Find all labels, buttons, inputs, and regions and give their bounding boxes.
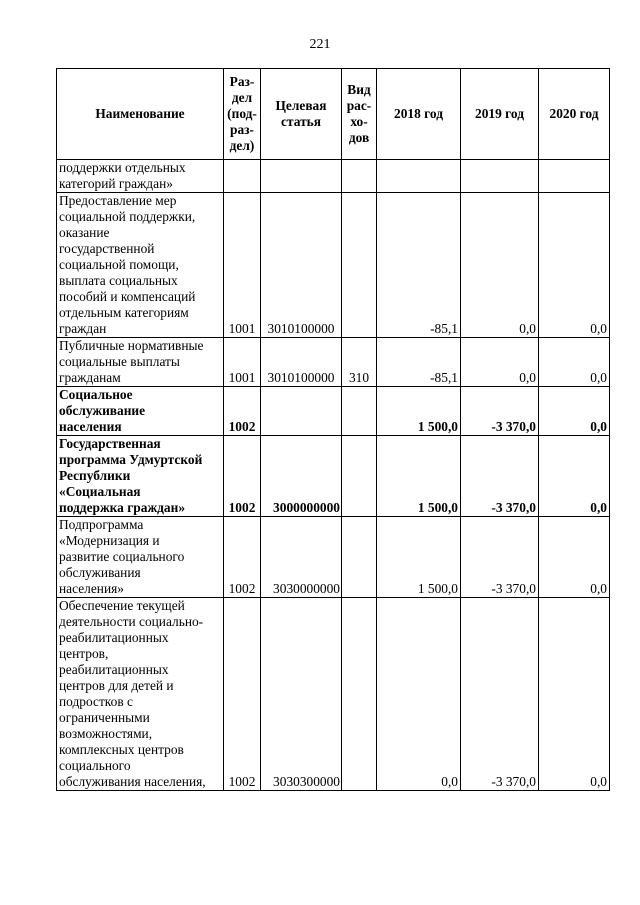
row-section: 1002: [224, 517, 261, 598]
row-section: 1002: [224, 387, 261, 436]
row-2020: 0,0: [539, 338, 610, 387]
row-section: 1001: [224, 193, 261, 338]
row-2018: 1 500,0: [377, 387, 461, 436]
row-name: Социальное обслуживание населения: [57, 387, 224, 436]
row-2019: [461, 160, 539, 193]
row-name: Подпрограмма «Модернизация и развитие социального обслуживания населения»: [57, 517, 224, 598]
row-section: 1002: [224, 436, 261, 517]
table-row: [57, 338, 610, 387]
row-2018: -85,1: [377, 193, 461, 338]
row-2020: 0,0: [539, 598, 610, 791]
row-name: Публичные нормативные социальные выплаты гражданам: [57, 338, 224, 387]
header-2019: 2019 год: [461, 69, 539, 160]
header-expense: Вид рас- хо- дов: [342, 69, 377, 160]
row-2018: 0,0: [377, 598, 461, 791]
row-target: 3010100000: [261, 338, 342, 387]
row-target: [261, 387, 342, 436]
table-row: [57, 387, 610, 436]
table-row: [57, 193, 610, 338]
row-expense: [342, 436, 377, 517]
row-expense: [342, 160, 377, 193]
row-2018: 1 500,0: [377, 436, 461, 517]
row-section: 1002: [224, 598, 261, 791]
budget-table: [56, 68, 610, 791]
row-expense: 310: [342, 338, 377, 387]
row-2020: [539, 160, 610, 193]
row-expense: [342, 387, 377, 436]
table-row: [57, 436, 610, 517]
row-2019: 0,0: [461, 338, 539, 387]
row-section: 1001: [224, 338, 261, 387]
row-target: [261, 160, 342, 193]
table-row: [57, 160, 610, 193]
row-2020: 0,0: [539, 193, 610, 338]
row-2018: [377, 160, 461, 193]
row-2019: -3 370,0: [461, 387, 539, 436]
header-2020: 2020 год: [539, 69, 610, 160]
header-2018: 2018 год: [377, 69, 461, 160]
row-section: [224, 160, 261, 193]
page-number: 221: [309, 37, 331, 52]
row-2019: -3 370,0: [461, 517, 539, 598]
row-expense: [342, 517, 377, 598]
row-2018: -85,1: [377, 338, 461, 387]
row-2020: 0,0: [539, 436, 610, 517]
header-target: Целевая статья: [261, 69, 342, 160]
header-row: [57, 69, 610, 160]
row-target: 3000000000: [261, 436, 342, 517]
row-target: 3030300000: [261, 598, 342, 791]
header-section: Раз- дел (под- раз- дел): [224, 69, 261, 160]
table-row: [57, 598, 610, 791]
row-name: Предоставление мер социальной поддержки, оказание государственной социальной помощи, выплата социальных пособий и компенсаций отдельным категориям граждан: [57, 193, 224, 338]
row-name: Государственная программа Удмуртской Республики «Социальная поддержка граждан»: [57, 436, 224, 517]
row-target: 3030000000: [261, 517, 342, 598]
row-2020: 0,0: [539, 517, 610, 598]
row-expense: [342, 598, 377, 791]
header-name: Наименование: [57, 69, 224, 160]
row-2019: 0,0: [461, 193, 539, 338]
table-row: [57, 517, 610, 598]
row-target: 3010100000: [261, 193, 342, 338]
row-name: Обеспечение текущей деятельности социально- реабилитационных центров, реабилитационных центров для детей и подростков с ограниченными возможностями, комплексных центров социального обслуживания населения,: [57, 598, 224, 791]
row-name: поддержки отдельных категорий граждан»: [57, 160, 224, 193]
row-2019: -3 370,0: [461, 598, 539, 791]
row-2018: 1 500,0: [377, 517, 461, 598]
row-2019: -3 370,0: [461, 436, 539, 517]
row-2020: 0,0: [539, 387, 610, 436]
row-expense: [342, 193, 377, 338]
